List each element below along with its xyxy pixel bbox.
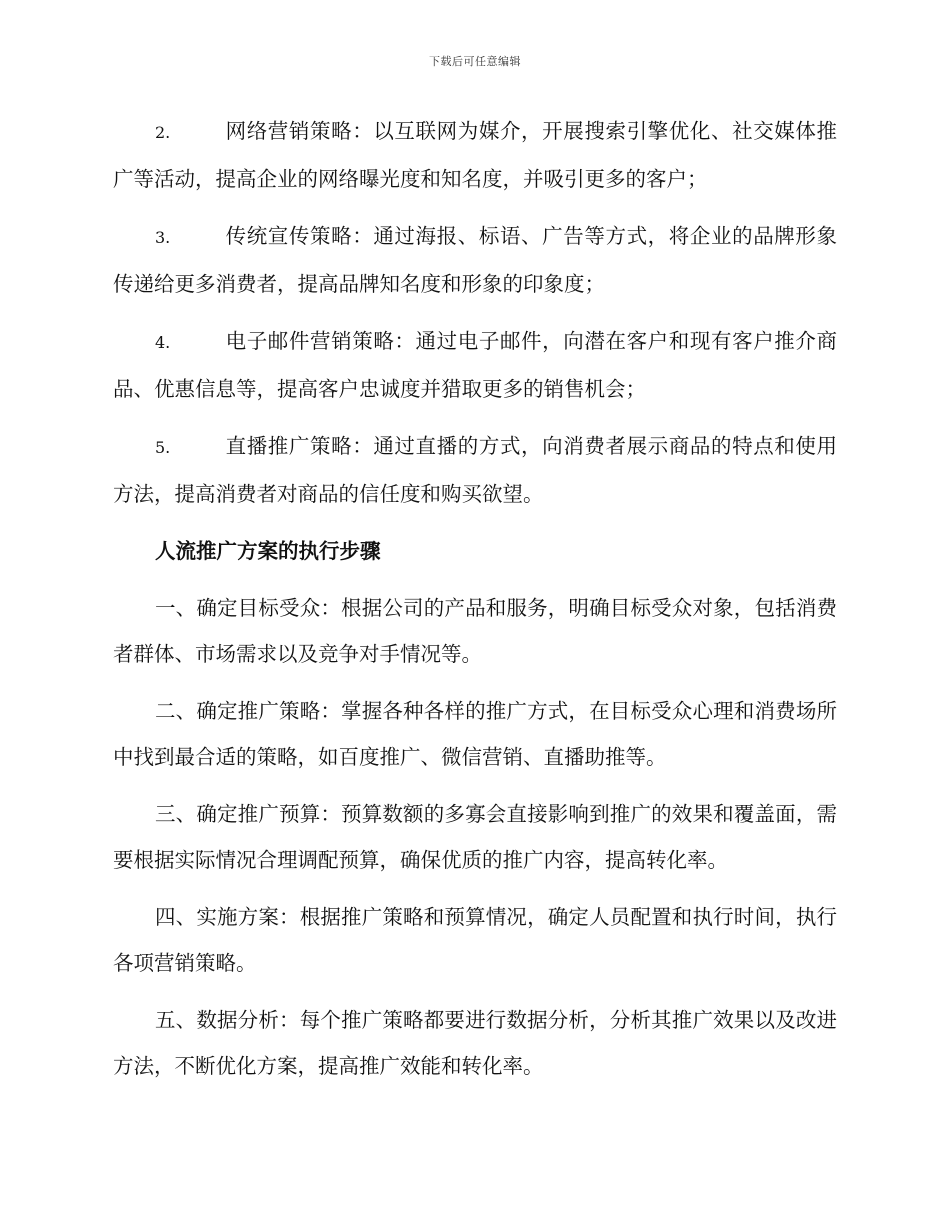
list-text: 电子邮件营销策略：通过电子邮件，向潜在客户和现有客户推介商品、优惠信息等，提高客户忠诚度并猎取更多的销售机会； — [113, 329, 837, 401]
list-number: 5. — [155, 438, 171, 457]
list-number: 2. — [155, 123, 171, 142]
strategy-item-3 — [113, 213, 837, 307]
list-text: 传统宣传策略：通过海报、标语、广告等方式，将企业的品牌形象传递给更多消费者，提高品牌知名度和形象的印象度； — [113, 224, 837, 296]
step-paragraph-4: 四、实施方案：根据推广策略和预算情况，确定人员配置和执行时间，执行各项营销策略。 — [113, 905, 837, 975]
strategy-item-4 — [113, 318, 837, 412]
list-number: 3. — [155, 228, 171, 247]
step-paragraph-1: 一、确定目标受众：根据公司的产品和服务，明确目标受众对象，包括消费者群体、市场需求以及竞争对手情况等。 — [113, 596, 837, 666]
strategy-item-5 — [113, 423, 837, 517]
list-number: 4. — [155, 333, 171, 352]
list-text: 网络营销策略：以互联网为媒介，开展搜索引擎优化、社交媒体推广等活动，提高企业的网络曝光度和知名度，并吸引更多的客户； — [113, 119, 837, 191]
page-header: 下载后可任意编辑 — [429, 55, 521, 68]
strategy-item-2 — [113, 108, 837, 202]
list-text: 直播推广策略：通过直播的方式，向消费者展示商品的特点和使用方法，提高消费者对商品的信任度和购买欲望。 — [113, 434, 837, 506]
section-heading: 人流推广方案的执行步骤 — [155, 539, 381, 563]
document-body — [113, 108, 837, 1100]
step-paragraph-3: 三、确定推广预算：预算数额的多寡会直接影响到推广的效果和覆盖面，需要根据实际情况合理调配预算，确保优质的推广内容，提高转化率。 — [113, 802, 837, 872]
step-paragraph-5: 五、数据分析：每个推广策略都要进行数据分析，分析其推广效果以及改进方法，不断优化方案，提高推广效能和转化率。 — [113, 1008, 837, 1078]
step-paragraph-2: 二、确定推广策略：掌握各种各样的推广方式，在目标受众心理和消费场所中找到最合适的策略，如百度推广、微信营销、直播助推等。 — [113, 699, 837, 769]
